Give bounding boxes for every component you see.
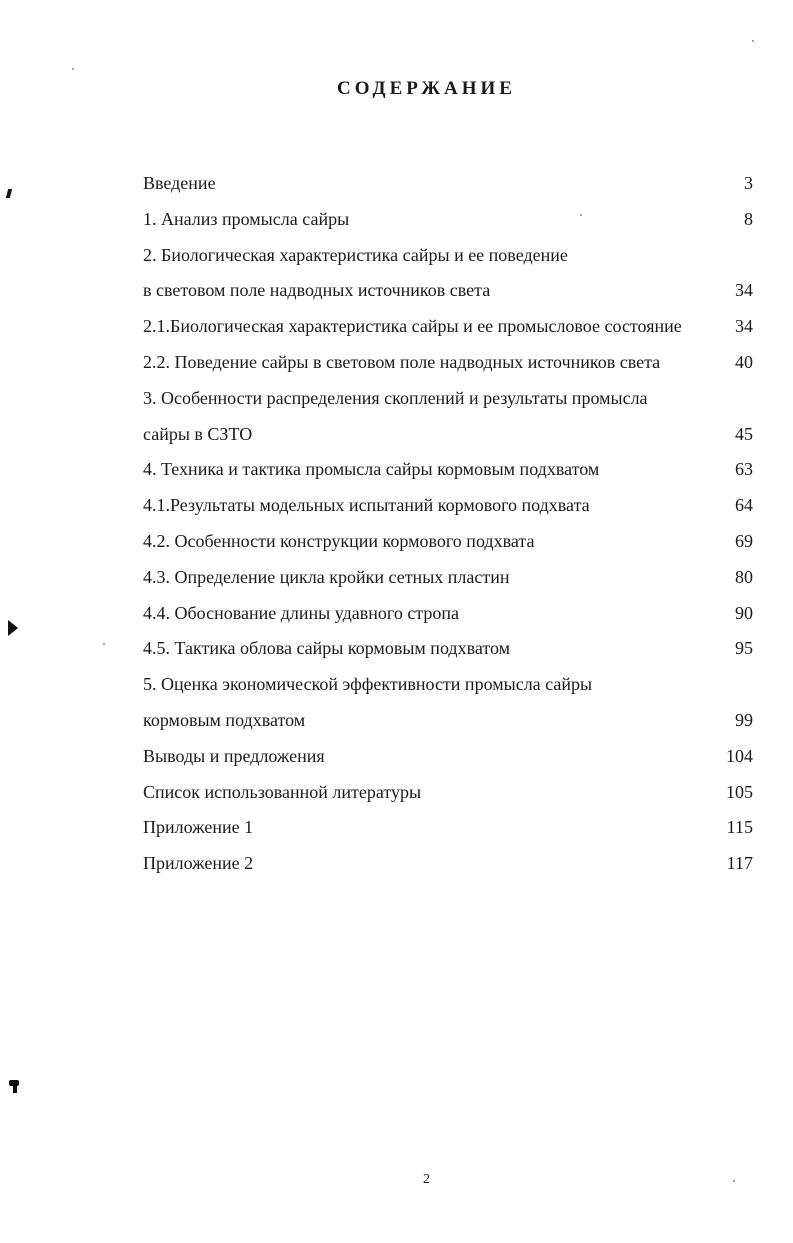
toc-entry-page: 104: [726, 745, 753, 766]
toc-entry-page: 3: [744, 173, 753, 193]
toc-entry-title: 4.3. Определение цикла кройки сетных пластин: [143, 566, 510, 587]
toc-entry: [143, 667, 753, 703]
toc-entry-page: 117: [726, 853, 753, 874]
toc-entry: [143, 488, 753, 524]
toc-entry-title: кормовым подхватом: [143, 709, 306, 730]
toc-entry-page: 34: [735, 316, 753, 337]
toc-entry-title: Приложение 1: [143, 817, 254, 838]
toc-entry-page: 40: [735, 351, 753, 372]
toc-entry-page: 95: [735, 638, 753, 659]
toc-entry-title: сайры в СЗТО: [143, 423, 253, 444]
toc-entry-title: 2.2. Поведение сайры в световом поле надводных источников света: [143, 351, 661, 372]
scan-speck: [72, 68, 74, 70]
toc-entry: [143, 846, 753, 882]
toc-entry: [143, 596, 753, 632]
toc-entry: [143, 309, 753, 345]
page-title: СОДЕРЖАНИЕ: [337, 78, 516, 99]
scan-artifact-mark: [13, 1085, 17, 1093]
toc-entry: [143, 381, 753, 417]
toc-entry-title: 5. Оценка экономической эффективности промысла сайры: [143, 674, 593, 695]
toc-entry-page: 80: [735, 566, 753, 587]
toc-entry: [143, 524, 753, 560]
toc-entry-title: 2.1.Биологическая характеристика сайры и ее промысловое состояние: [143, 316, 682, 337]
toc-entry: [143, 703, 753, 739]
toc-entry-page: 69: [735, 530, 753, 551]
toc-entry-title: 4. Техника и тактика промысла сайры кормовым подхватом: [143, 459, 600, 480]
toc-entry-title: Приложение 2: [143, 853, 254, 874]
toc-entry-page: 115: [726, 817, 753, 838]
toc-entry-title: 4.4. Обоснование длины удавного стропа: [143, 602, 460, 623]
toc-entry-page: 64: [735, 495, 753, 516]
toc-entry-title: в световом поле надводных источников света: [143, 280, 491, 301]
toc-entry-page: 8: [744, 208, 753, 229]
toc-entry: [143, 739, 753, 775]
toc-entry: [143, 273, 753, 309]
toc-entry: [143, 631, 753, 667]
toc-entry: [143, 560, 753, 596]
toc-entry-page: 90: [735, 602, 753, 623]
toc-entry: [143, 775, 753, 811]
toc-entry: [143, 345, 753, 381]
toc-entry: [143, 452, 753, 488]
toc-entry-title: 4.1.Результаты модельных испытаний кормового подхвата: [143, 495, 590, 516]
toc-entry-title: Выводы и предложения: [143, 745, 325, 766]
toc-entry-title: 1. Анализ промысла сайры: [143, 208, 350, 229]
scan-artifact-mark: [8, 620, 18, 636]
toc-entry-page: 45: [735, 423, 753, 444]
toc-entry: [143, 810, 753, 846]
toc-entry-title: 4.5. Тактика облова сайры кормовым подхватом: [143, 638, 511, 659]
toc-entry-title: Список использованной литературы: [143, 781, 422, 802]
toc-entry: [143, 417, 753, 453]
scan-artifact-mark: [6, 189, 12, 198]
toc-entry-page: 63: [735, 459, 753, 480]
toc-entry-title: 3. Особенности распределения скоплений и результаты промысла: [143, 387, 648, 408]
toc-entry-page: 105: [726, 781, 753, 802]
scan-speck: [103, 643, 105, 645]
page-number: 2: [423, 1172, 430, 1187]
toc-entry: [143, 166, 753, 202]
scan-speck: [752, 40, 754, 42]
toc-entry-page: 34: [735, 280, 753, 301]
toc-entry-title: 4.2. Особенности конструкции кормового подхвата: [143, 530, 535, 551]
table-of-contents: [143, 166, 753, 882]
toc-entry-title: 2. Биологическая характеристика сайры и ее поведение: [143, 244, 568, 265]
toc-entry-title: Введение: [143, 173, 216, 193]
toc-entry: [143, 202, 753, 238]
toc-entry-page: 99: [735, 709, 753, 730]
toc-entry: [143, 238, 753, 274]
